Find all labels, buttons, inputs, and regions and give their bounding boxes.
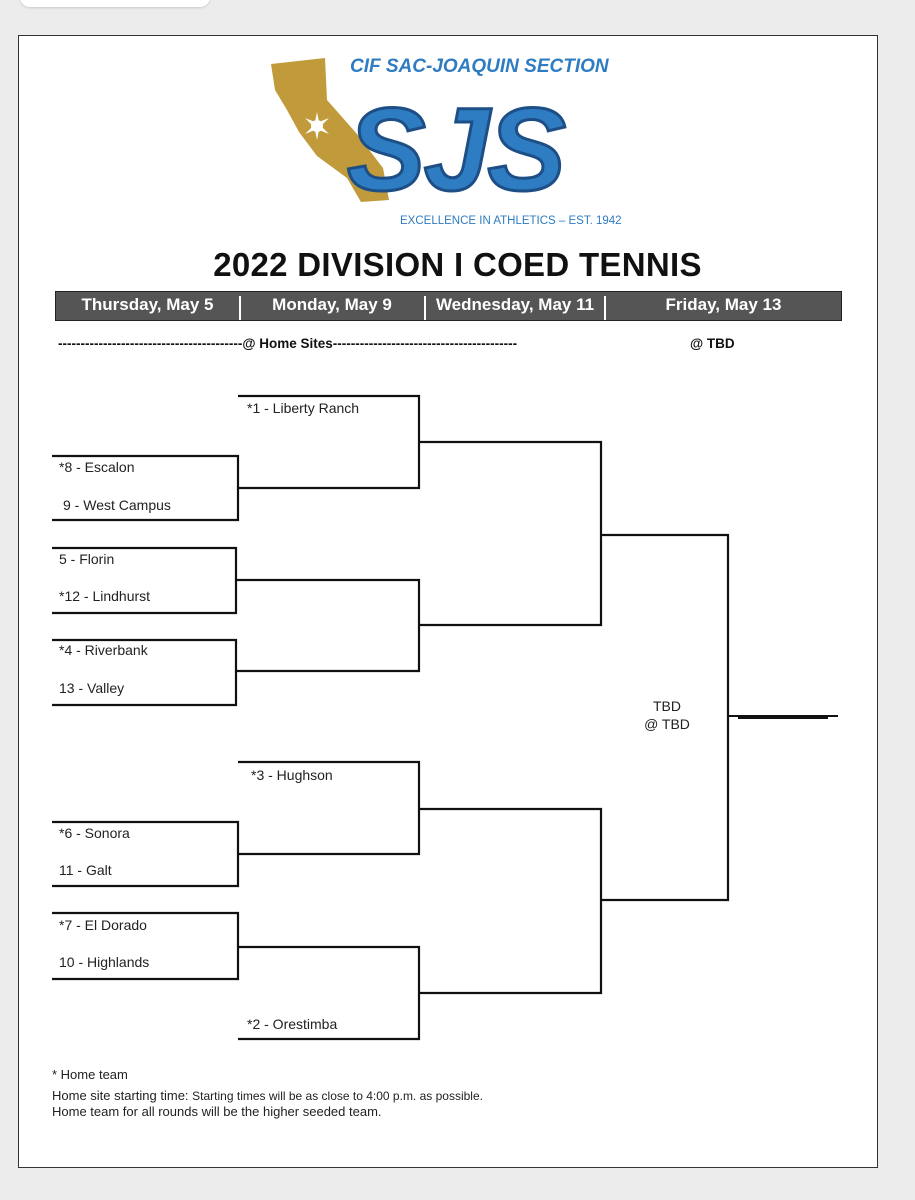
team-slot: 13 - Valley <box>59 680 125 696</box>
semifinal-bracket <box>419 442 601 625</box>
team-slot: *8 - Escalon <box>59 459 135 475</box>
logo-letters: SJS <box>347 84 565 216</box>
note-start-label: Home site starting time: <box>52 1088 189 1103</box>
final-winner: TBD <box>653 698 681 714</box>
final-site-label: @ TBD <box>690 336 735 351</box>
team-slot: 10 - Highlands <box>59 954 150 970</box>
note-start-time <box>52 1088 483 1103</box>
note-higher-seed: Home team for all rounds will be the higher seeded team. <box>52 1104 382 1119</box>
bye-team: *2 - Orestimba <box>247 1016 338 1032</box>
note-start-detail: Starting times will be as close to 4:00 p.m. as possible. <box>192 1089 483 1103</box>
team-slot: *7 - El Dorado <box>59 917 147 933</box>
round-label-2: Monday, May 9 <box>272 295 392 314</box>
round-label-3: Wednesday, May 11 <box>435 295 595 314</box>
note-home-team: * Home team <box>52 1067 128 1082</box>
team-slot: *4 - Riverbank <box>59 642 148 658</box>
champion-line-bold <box>738 715 828 719</box>
team-slot: 11 - Galt <box>59 862 112 878</box>
logo-section-name: CIF SAC-JOAQUIN SECTION <box>350 56 609 77</box>
semifinal-bracket <box>419 809 601 993</box>
team-slot: 5 - Florin <box>59 551 115 567</box>
bye-team: *1 - Liberty Ranch <box>247 400 360 416</box>
team-slot: *6 - Sonora <box>59 825 130 841</box>
logo-tagline: EXCELLENCE IN ATHLETICS – EST. 1942 <box>400 215 622 227</box>
round-label-1: Thursday, May 5 <box>81 295 214 314</box>
round-label-4: Friday, May 13 <box>665 295 782 314</box>
team-slot: *12 - Lindhurst <box>59 588 151 604</box>
page-title: 2022 DIVISION I COED TENNIS <box>213 246 702 283</box>
bye-team: *3 - Hughson <box>251 767 333 783</box>
quarterfinal-bracket <box>236 580 419 671</box>
home-sites-label: -----------------------------------------@ Home Sites----------------------------------------- <box>58 336 518 351</box>
final-site: @ TBD <box>644 716 690 732</box>
team-slot: 9 - West Campus <box>63 497 171 513</box>
